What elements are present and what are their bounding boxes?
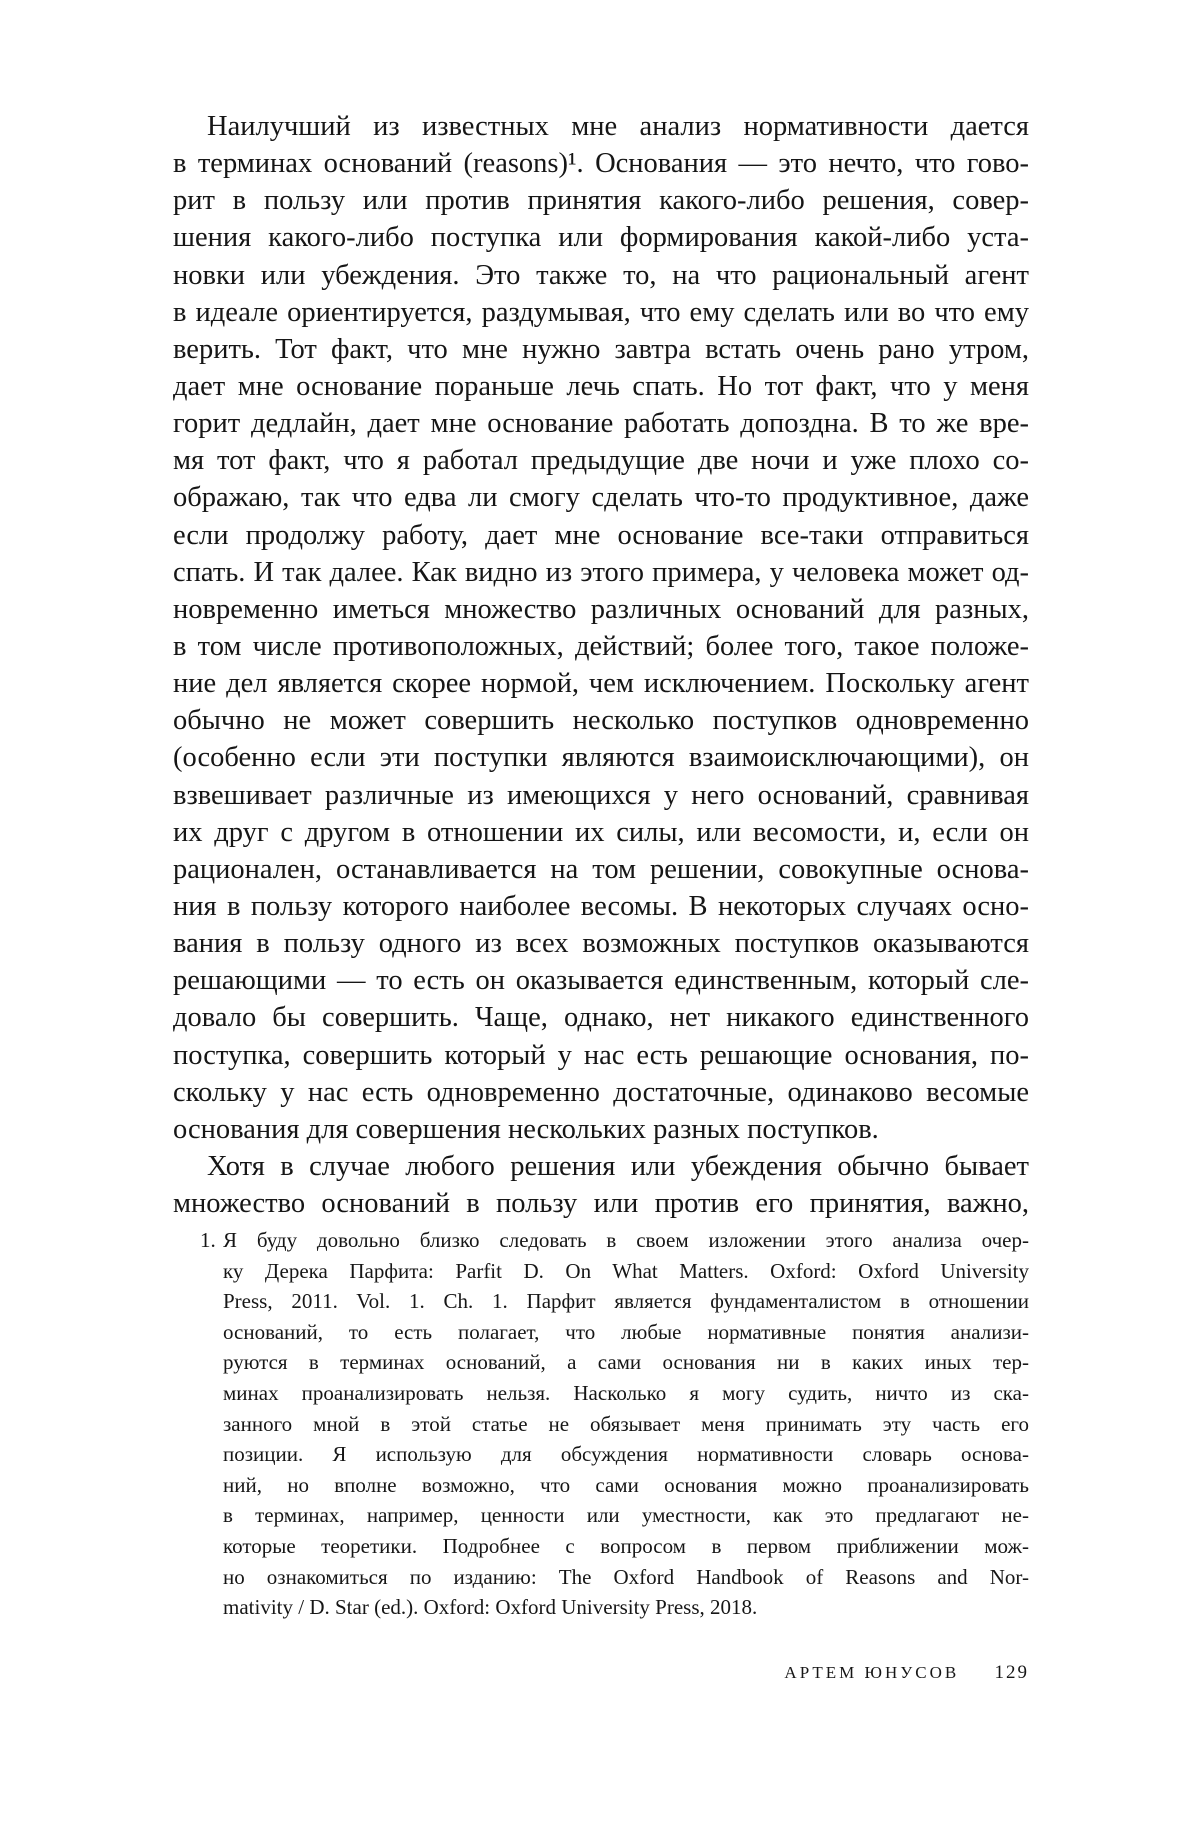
text-line: мя тот факт, что я работал предыдущие две ночи и уже плохо со- [173,445,1029,477]
footnote-line: которые теоретики. Подробнее с вопросом в первом приближении мож- [223,1533,1029,1558]
running-footer [784,1662,1029,1684]
text-line: если продолжу работу, дает мне основание все-таки отправиться [173,519,1029,551]
footnote-line: Я буду довольно близко следовать в своем изложении этого анализа очер- [223,1228,1029,1252]
text-line: новки или убеждения. Это также то, на что рациональный агент [173,259,1029,291]
footnote-line: позиции. Я использую для обсуждения нормативности словарь основа- [223,1442,1029,1467]
footnote-line: оснований, то есть полагает, что любые нормативные понятия анализи- [223,1319,1029,1344]
running-author: АРТЕМ ЮНУСОВ [784,1663,960,1682]
body-text [173,108,1029,1222]
text-line: дает мне основание пораньше лечь спать. Но тот факт, что у меня [173,370,1029,402]
text-line: Наилучший из известных мне анализ нормативности дается [207,111,1029,142]
text-line: основания для совершения нескольких разных поступков. [173,1113,879,1145]
footnote-line: Press, 2011. Vol. 1. Ch. 1. Парфит является фундаменталистом в отношении [223,1289,1029,1314]
text-line: в идеале ориентируется, раздумывая, что ему сделать или во что ему [173,296,1029,328]
text-line: верить. Тот факт, что мне нужно завтра встать очень рано утром, [173,333,1029,365]
footnote-line: ку Дерека Парфита: Parfit D. On What Matters. Oxford: Oxford University [223,1258,1029,1283]
text-line: горит дедлайн, дает мне основание работать допоздна. В то же вре- [173,408,1029,440]
text-line: взвешивает различные из имеющихся у него оснований, сравнивая [173,779,1029,811]
footnote [200,1225,1029,1623]
text-line: ние дел является скорее нормой, чем исключением. Поскольку агент [173,668,1029,700]
footnote-line: в терминах, например, ценности или уместности, как это предлагают не- [223,1503,1029,1528]
text-line: решающими — то есть он оказывается единственным, который сле- [173,965,1029,997]
footnote-line: минах проанализировать нельзя. Насколько я могу судить, ничто из ска- [223,1380,1029,1405]
page-number: 129 [994,1662,1029,1683]
text-line: рит в пользу или против принятия какого-либо решения, совер- [173,185,1029,217]
text-line: новременно иметься множество различных оснований для разных, [173,593,1029,625]
footnote-number: 1. [200,1228,216,1252]
text-line: множество оснований в пользу или против его принятия, важно, [173,1188,1029,1220]
text-line: ображаю, так что едва ли смогу сделать что-то продуктивное, даже [173,482,1029,514]
text-line: обычно не может совершить несколько поступков одновременно [173,705,1029,737]
text-line: в терминах оснований (reasons)¹. Основания — это нечто, что гово- [173,148,1029,180]
footnote-line: но ознакомиться по изданию: The Oxford Handbook of Reasons and Nor- [223,1564,1029,1589]
text-line: скольку у нас есть одновременно достаточные, одинаково весомые [173,1076,1029,1108]
footnote-line: руются в терминах оснований, а сами основания ни в каких иных тер- [223,1350,1029,1375]
footnote-line: mativity / D. Star (ed.). Oxford: Oxford University Press, 2018. [223,1595,758,1620]
text-line: спать. И так далее. Как видно из этого примера, у человека может од- [173,556,1029,588]
text-line: довало бы совершить. Чаще, однако, нет никакого единственного [173,1002,1029,1034]
text-line: в том числе противоположных, действий; более того, такое положе- [173,630,1029,662]
text-line: их друг с другом в отношении их силы, или весомости, и, если он [173,816,1029,848]
footnote-line: занного мной в этой статье не обязывает меня принимать эту часть его [223,1411,1029,1436]
text-line: ния в пользу которого наиболее весомы. В некоторых случаях осно- [173,890,1029,922]
text-line: рационален, останавливается на том решении, совокупные основа- [173,853,1029,885]
text-line: поступка, совершить который у нас есть решающие основания, по- [173,1039,1029,1071]
footnote-line: ний, но вполне возможно, что сами основания можно проанализировать [223,1472,1029,1497]
text-line: вания в пользу одного из всех возможных поступков оказываются [173,928,1029,960]
text-line: (особенно если эти поступки являются взаимоисключающими), он [173,742,1029,774]
text-line: шения какого-либо поступка или формирования какой-либо уста- [173,222,1029,254]
text-line: Хотя в случае любого решения или убеждения обычно бывает [207,1150,1029,1182]
